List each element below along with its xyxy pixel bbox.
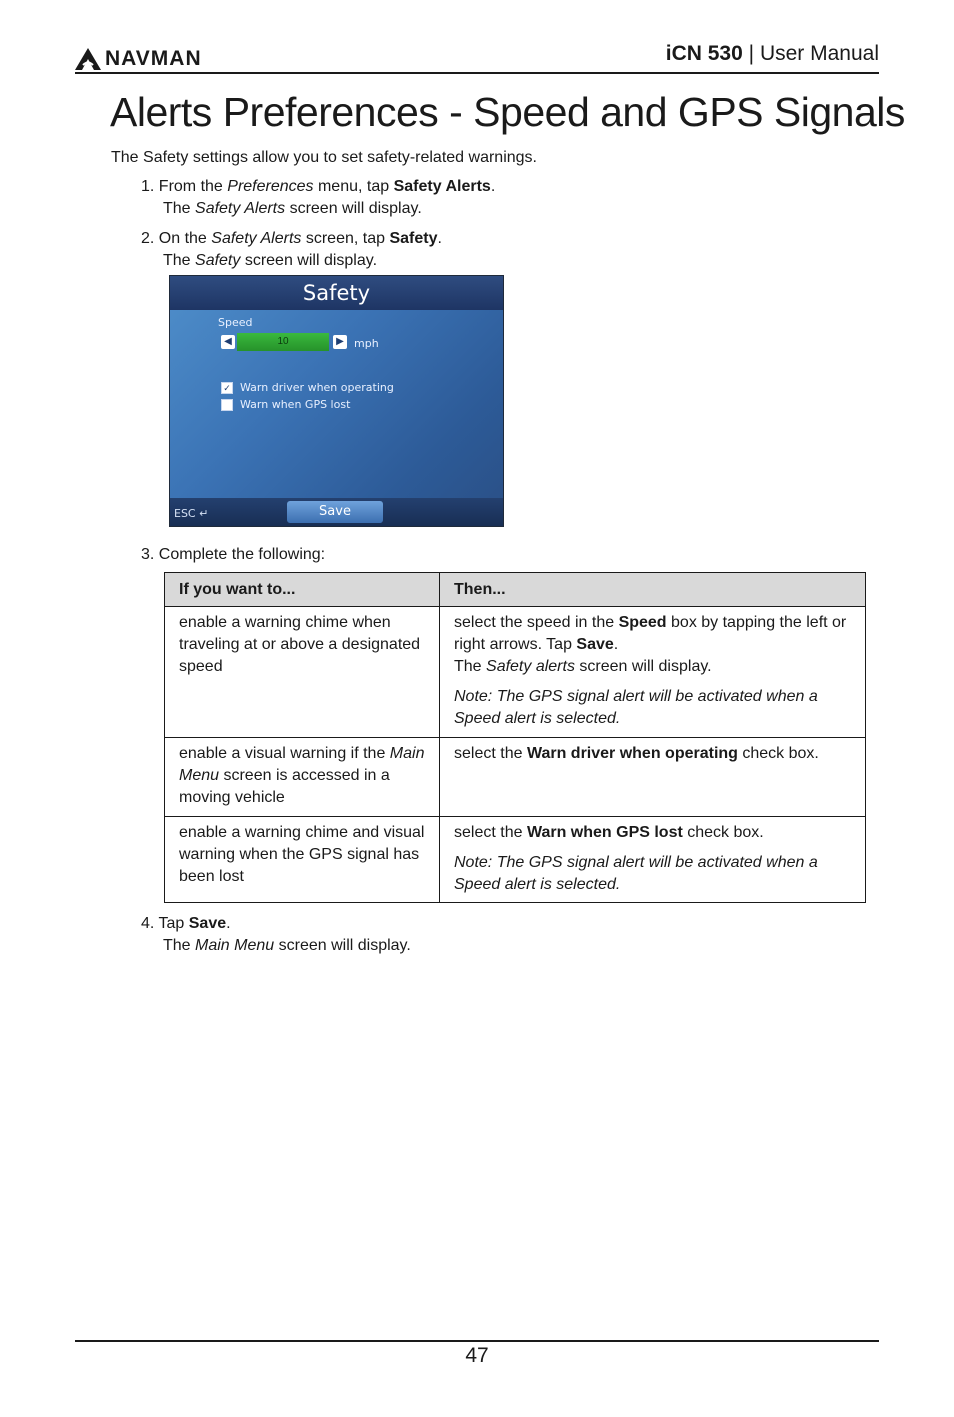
row-1-want: enable a warning chime when traveling at or above a designated speed <box>165 607 440 738</box>
step-2-result-screen: Safety <box>195 252 241 269</box>
step-2-number: 2. <box>141 230 155 247</box>
row-1-then <box>440 607 866 738</box>
warn-driver-label: Warn driver when operating <box>240 381 394 394</box>
row-1-note <box>454 686 851 730</box>
logo-text: NAVMAN <box>105 47 202 70</box>
step-1-number: 1. <box>141 178 155 195</box>
speed-label: Speed <box>218 316 253 329</box>
screen-title: Safety <box>170 276 503 310</box>
row-3-note-text: Note: The GPS signal alert will be activated when a Speed alert is selected. <box>454 854 818 893</box>
row-2-want <box>165 738 440 817</box>
step-1-result-a: The <box>163 200 196 217</box>
step-1-result-screen: Safety Alerts <box>195 200 286 217</box>
step-4-result-a: The <box>163 937 196 954</box>
intro-text: The Safety settings allow you to set safety-related warnings. <box>111 149 537 166</box>
row-3-then-instruction <box>454 822 851 844</box>
step-4-result-c: screen will display. <box>274 937 411 954</box>
step-4-period: . <box>226 915 231 932</box>
step-1-period: . <box>490 178 496 195</box>
page-title: Alerts Preferences - Speed and GPS Signals <box>110 89 905 135</box>
row-1-then-save: Save <box>576 636 614 653</box>
step-2-period: . <box>437 230 442 247</box>
step-2-text-a: On the <box>158 230 212 247</box>
speed-unit: mph <box>354 337 379 350</box>
row-2-then <box>440 738 866 817</box>
step-2-safety: Safety <box>389 230 438 247</box>
screen-save-button[interactable]: Save <box>287 501 383 523</box>
step-2-result-c: screen will display. <box>240 252 378 269</box>
row-3-then-gps-lost: Warn when GPS lost <box>526 824 683 841</box>
row-2-then-a: select the <box>454 745 527 762</box>
step-1-text-c: menu, tap <box>313 178 394 195</box>
header-rule <box>75 72 879 74</box>
manual-header <box>666 42 879 66</box>
step-1 <box>141 176 495 220</box>
row-3-then-a: select the <box>454 824 527 841</box>
right-arrow-icon[interactable]: ▶ <box>333 335 347 349</box>
row-1-then-e: . <box>613 636 619 653</box>
col-header-then: Then... <box>440 573 866 607</box>
step-2-result-a: The <box>163 252 196 269</box>
step-2 <box>141 228 442 272</box>
esc-button[interactable] <box>174 507 208 520</box>
left-arrow-icon[interactable]: ◀ <box>221 335 235 349</box>
table-header-row <box>165 573 866 607</box>
step-1-result <box>141 198 495 220</box>
row-1-then2-c: screen will display. <box>574 658 712 675</box>
row-1-then2-a: The <box>454 658 487 675</box>
back-icon: ↵ <box>199 507 209 520</box>
step-4-number: 4. <box>141 915 155 932</box>
navman-logo <box>75 45 202 73</box>
warn-driver-checkbox[interactable]: ✓ <box>221 382 233 394</box>
row-3-want: enable a warning chime and visual warning when the GPS signal has been lost <box>165 817 440 903</box>
step-3-number: 3. <box>141 546 155 563</box>
row-1-then-a: select the speed in the <box>454 614 619 631</box>
step-1-preferences: Preferences <box>227 178 314 195</box>
step-2-text-c: screen, tap <box>301 230 390 247</box>
safety-screen-screenshot <box>169 275 504 527</box>
step-3-text: Complete the following: <box>158 546 326 563</box>
step-4 <box>141 913 411 957</box>
row-2-want-main-menu: Main Menu <box>179 745 425 784</box>
row-3-then <box>440 817 866 903</box>
speed-value-box[interactable]: 10 <box>237 333 329 351</box>
row-1-then-c: box by tapping the left or right arrows. Tap <box>454 614 847 653</box>
step-1-text-a: From the <box>158 178 228 195</box>
row-1-then2-screen: Safety alerts <box>486 658 575 675</box>
page-number: 47 <box>465 1344 489 1367</box>
step-3 <box>141 544 325 566</box>
step-4-text-a: Tap <box>158 915 189 932</box>
row-1-then-speed: Speed <box>618 614 667 631</box>
step-2-safety-alerts: Safety Alerts <box>211 230 302 247</box>
step-1-safety-alerts: Safety Alerts <box>393 178 491 195</box>
product-name: iCN 530 <box>665 42 743 65</box>
table-row <box>165 817 866 903</box>
row-2-then-c: check box. <box>737 745 819 762</box>
gps-lost-label: Warn when GPS lost <box>240 398 351 411</box>
navman-logo-icon <box>75 48 101 70</box>
gps-lost-checkbox[interactable] <box>221 399 233 411</box>
row-3-then-c: check box. <box>682 824 764 841</box>
esc-label: ESC <box>174 507 196 520</box>
step-1-result-c: screen will display. <box>285 200 422 217</box>
table-row <box>165 738 866 817</box>
col-header-want: If you want to... <box>165 573 440 607</box>
table-row <box>165 607 866 738</box>
step-4-result <box>141 935 411 957</box>
row-2-want-c: screen is accessed in a moving vehicle <box>179 767 390 806</box>
row-1-note-text: Note: The GPS signal alert will be activated when a Speed alert is selected. <box>454 688 818 727</box>
step-4-save: Save <box>188 915 227 932</box>
row-3-note <box>454 852 851 896</box>
header-separator: | <box>748 42 755 65</box>
step-4-result-screen: Main Menu <box>195 937 275 954</box>
options-table <box>164 572 866 903</box>
row-2-want-a: enable a visual warning if the <box>179 745 390 762</box>
row-2-then-warn-driver: Warn driver when operating <box>526 745 738 762</box>
row-1-then-instruction <box>454 612 851 678</box>
manual-label: User Manual <box>759 42 879 65</box>
step-2-result <box>141 250 442 272</box>
footer-rule <box>75 1340 879 1342</box>
